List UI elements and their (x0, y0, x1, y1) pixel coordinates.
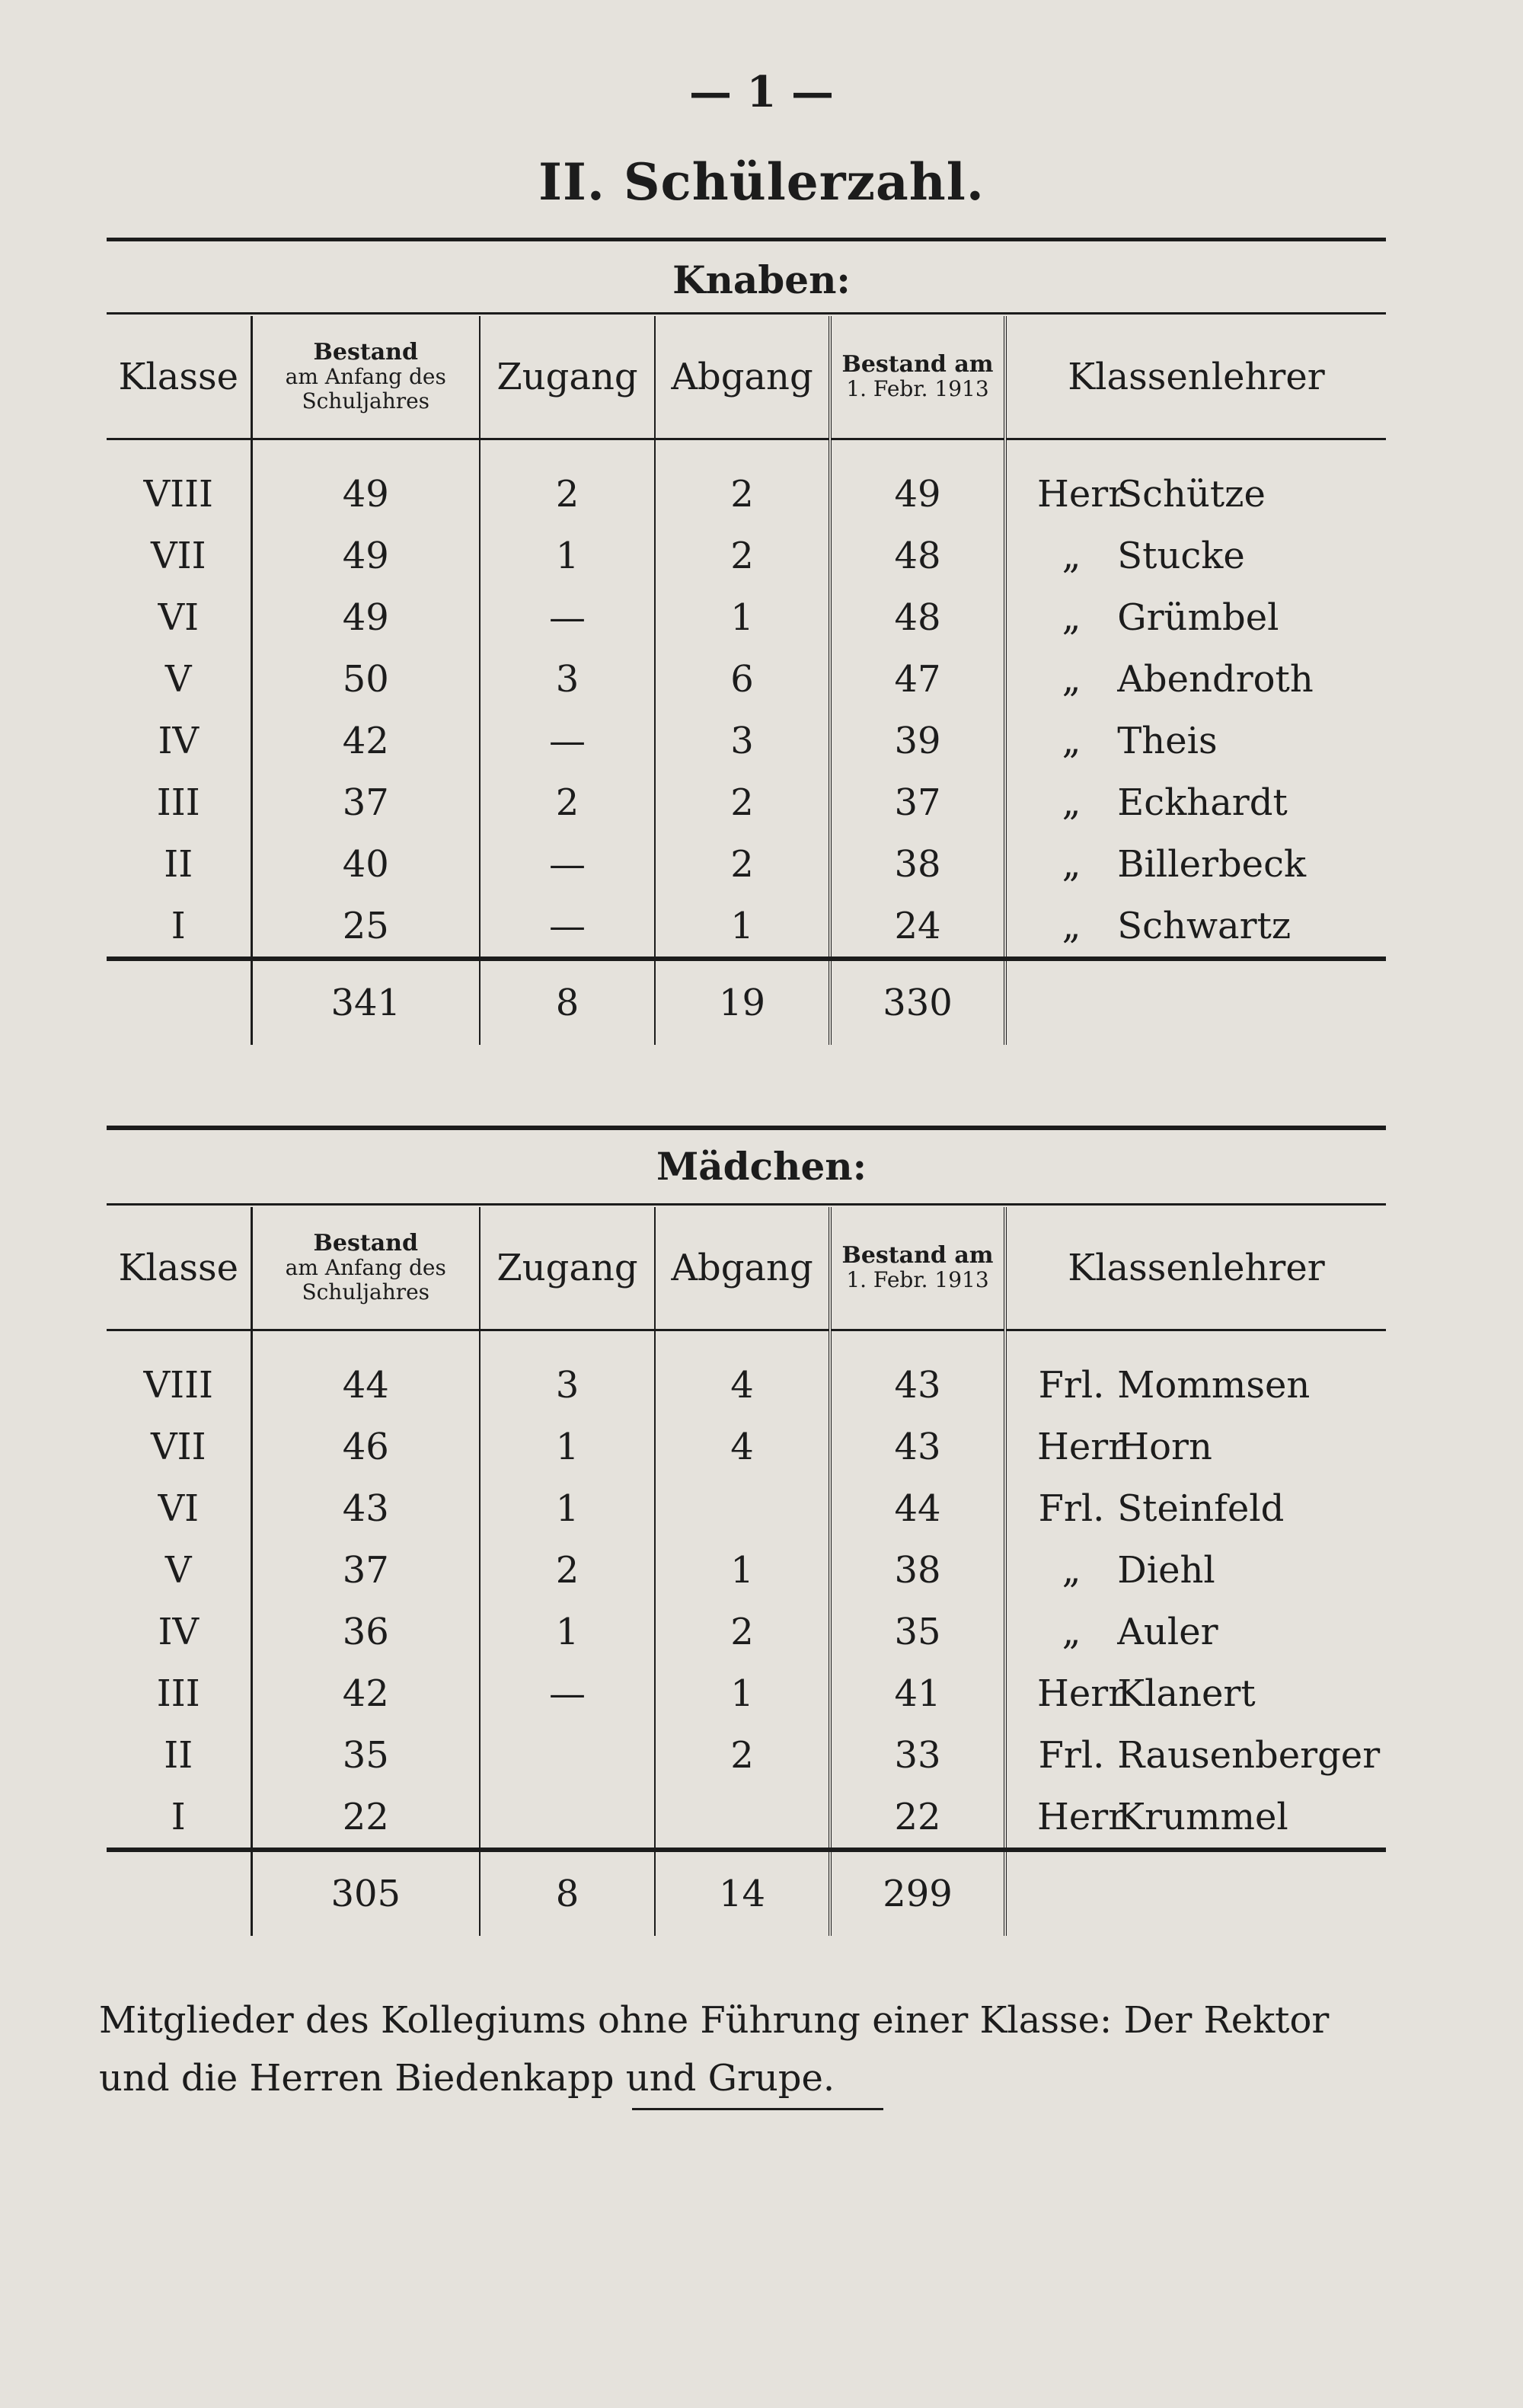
maedchen-table (107, 1207, 1386, 1936)
total-bestand: 305 (251, 1850, 480, 1936)
table-row: V 50 3 6 47 „ Abendroth (107, 648, 1386, 710)
table-row: VII 46 1 4 43 Herr Horn (107, 1416, 1386, 1477)
table-row: VI 43 1 44 Frl. Steinfeld (107, 1477, 1386, 1539)
table-row: IV 36 1 2 35 „ Auler (107, 1601, 1386, 1662)
page-number: — 1 — (689, 67, 834, 117)
table-row: VIII 44 3 4 43 Frl. Mommsen (107, 1330, 1386, 1416)
knaben-title: Knaben: (672, 257, 851, 302)
end-rule (632, 2108, 883, 2110)
header-bestand-feb: Bestand am 1. Febr. 1913 (830, 316, 1005, 439)
knaben-top-rule (107, 312, 1386, 315)
table-row: III 37 2 2 37 „ Eckhardt (107, 771, 1386, 833)
total-abgang: 19 (655, 959, 830, 1045)
total-bestand: 341 (251, 959, 480, 1045)
maedchen-header-row (107, 1207, 1386, 1330)
header-zugang: Zugang (480, 316, 655, 439)
knaben-header-row (107, 316, 1386, 439)
table-row: VII 49 1 2 48 „ Stucke (107, 525, 1386, 586)
header-zugang: Zugang (480, 1207, 655, 1330)
footnote-line-1: Mitglieder des Kollegiums ohne Führung einer Klasse: Der Rektor (99, 1999, 1330, 2042)
table-row: VI 49 — 1 48 „ Grümbel (107, 586, 1386, 648)
header-bestand: Bestand am Anfang des Schuljahres (251, 316, 480, 439)
table-row: II 40 — 2 38 „ Billerbeck (107, 833, 1386, 895)
title-rule (107, 238, 1386, 241)
knaben-table (107, 316, 1386, 1045)
table-row: V 37 2 1 38 „ Diehl (107, 1539, 1386, 1601)
header-klassenlehrer: Klassenlehrer (1005, 1207, 1386, 1330)
maedchen-top-rule (107, 1203, 1386, 1206)
header-bestand-feb: Bestand am 1. Febr. 1913 (830, 1207, 1005, 1330)
maedchen-title: Mädchen: (656, 1144, 867, 1189)
section-title: II. Schülerzahl. (538, 152, 985, 212)
header-abgang: Abgang (655, 316, 830, 439)
total-abgang: 14 (655, 1850, 830, 1936)
table-row: II 35 2 33 Frl. Rausenberger (107, 1724, 1386, 1786)
footnote-line-2: und die Herren Biedenkapp und Grupe. (99, 2057, 835, 2100)
maedchen-total-row (107, 1850, 1386, 1936)
total-feb: 299 (830, 1850, 1005, 1936)
header-klassenlehrer: Klassenlehrer (1005, 316, 1386, 439)
table-row: I 22 22 Herr Krummel (107, 1786, 1386, 1850)
knaben-total-row (107, 959, 1386, 1045)
table-row: IV 42 — 3 39 „ Theis (107, 710, 1386, 771)
total-zugang: 8 (480, 1850, 655, 1936)
table-row: III 42 — 1 41 Herr Klanert (107, 1662, 1386, 1724)
header-abgang: Abgang (655, 1207, 830, 1330)
header-klasse: Klasse (107, 316, 251, 439)
header-bestand: Bestand am Anfang des Schuljahres (251, 1207, 480, 1330)
footnote (99, 1991, 1394, 2107)
header-klasse: Klasse (107, 1207, 251, 1330)
table-row: VIII 49 2 2 49 Herr Schütze (107, 439, 1386, 525)
maedchen-rule (107, 1126, 1386, 1130)
total-feb: 330 (830, 959, 1005, 1045)
table-row: I 25 — 1 24 „ Schwartz (107, 895, 1386, 959)
total-zugang: 8 (480, 959, 655, 1045)
